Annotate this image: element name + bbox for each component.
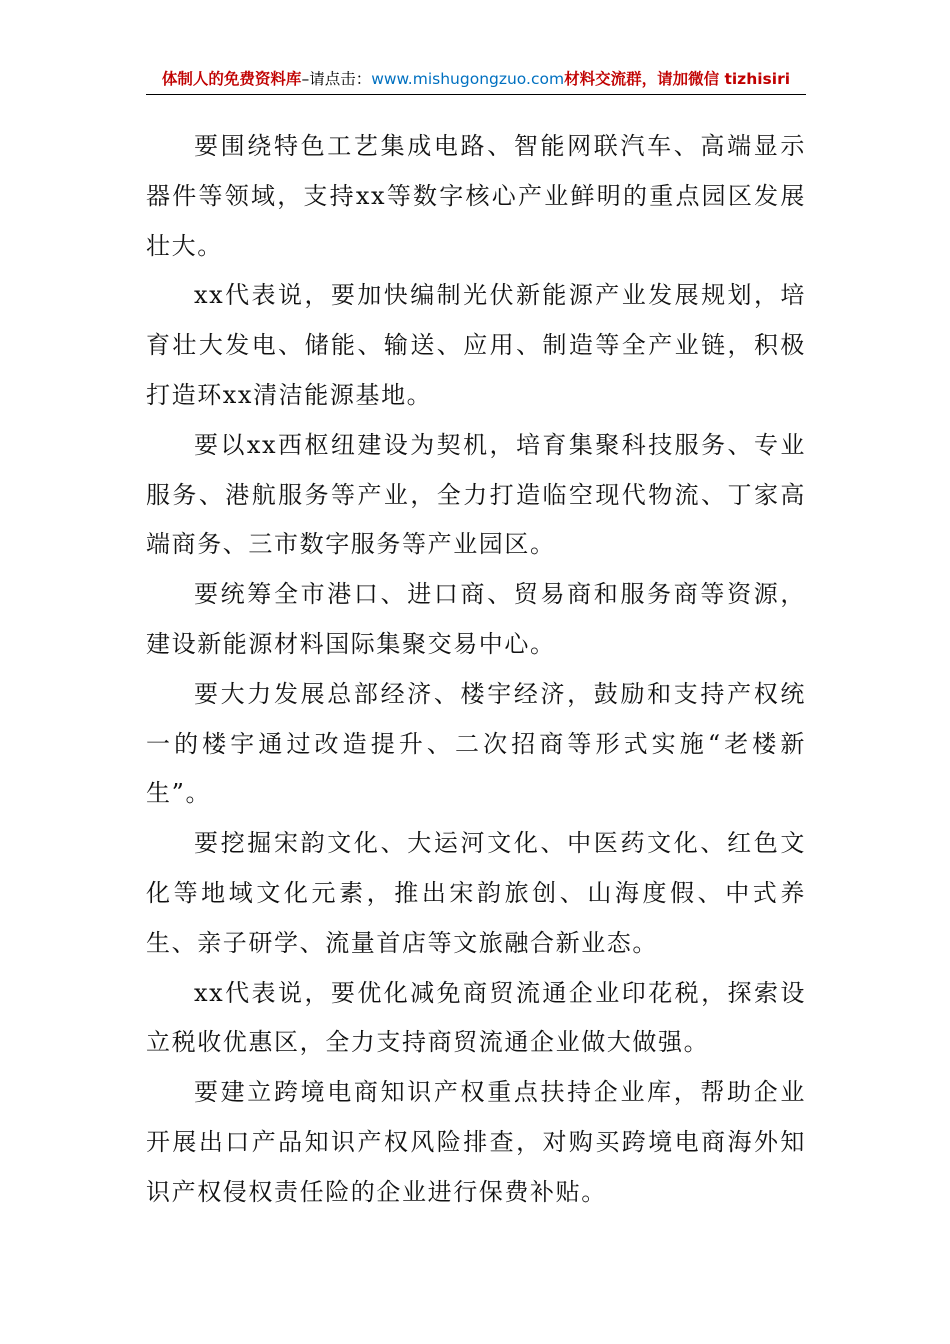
header-library-name: 体制人的免费资料库 bbox=[161, 70, 302, 88]
paragraph: 要大力发展总部经济、楼宇经济，鼓励和支持产权统一的楼宇通过改造提升、二次招商等形式实施“老楼新生”。 bbox=[146, 679, 806, 808]
header-click-prefix: –请点击： bbox=[301, 70, 372, 88]
paragraph: 要以xx西枢纽建设为契机，培育集聚科技服务、专业服务、港航服务等产业，全力打造临空现代物流、丁家高端商务、三市数字服务等产业园区。 bbox=[146, 430, 806, 559]
paragraph: 要统筹全市港口、进口商、贸易商和服务商等资源，建设新能源材料国际集聚交易中心。 bbox=[146, 580, 806, 658]
header-url-link[interactable]: www.mishugongzuo.com bbox=[371, 70, 565, 88]
paragraph: 要挖掘宋韵文化、大运河文化、中医药文化、红色文化等地域文化元素，推出宋韵旅创、山海度假、中式养生、亲子研学、流量首店等文旅融合新业态。 bbox=[146, 829, 806, 957]
paragraph: 要建立跨境电商知识产权重点扶持企业库，帮助企业开展出口产品知识产权风险排查，对购买跨境电商海外知识产权侵权责任险的企业进行保费补贴。 bbox=[146, 1078, 806, 1206]
paragraph: 要围绕特色工艺集成电路、智能网联汽车、高端显示器件等领域，支持xx等数字核心产业鲜明的重点园区发展壮大。 bbox=[146, 132, 806, 260]
document-body bbox=[146, 122, 806, 1218]
paragraph: xx代表说，要加快编制光伏新能源产业发展规划，培育壮大发电、储能、输送、应用、制造等全产业链，积极打造环xx清洁能源基地。 bbox=[146, 281, 806, 409]
header-contact-text: 材料交流群，请加微信 tizhisiri bbox=[564, 70, 791, 88]
page-header bbox=[146, 66, 806, 95]
paragraph: xx代表说，要优化减免商贸流通企业印花税，探索设立税收优惠区，全力支持商贸流通企业做大做强。 bbox=[146, 978, 806, 1057]
